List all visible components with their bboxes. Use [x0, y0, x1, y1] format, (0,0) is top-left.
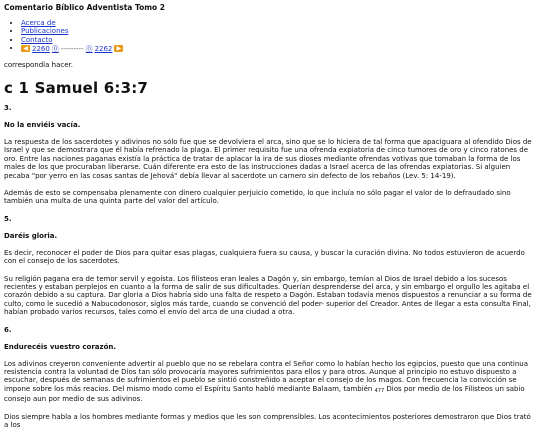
- nav-item-pager: [21, 44, 536, 53]
- verse-number: 6.: [4, 325, 12, 334]
- pager-separator: ---------: [60, 44, 84, 53]
- pager: [21, 45, 123, 53]
- paragraph: Además de esto se compensaba plenamente con dinero cualquier perjuicio cometido, lo que incluía no sólo pagar el valor de lo defraudado sino también una multa de una quinta parte del valor del artículo.: [4, 188, 511, 206]
- book-title: Comentario Bíblico Adventista Tomo 2: [4, 3, 166, 12]
- contact-link[interactable]: Contacto: [21, 35, 53, 44]
- about-link[interactable]: Acerca de: [21, 19, 56, 27]
- next-page-link[interactable]: 2262: [94, 44, 113, 53]
- prev-page-link[interactable]: 2260: [32, 44, 50, 53]
- publications-link[interactable]: Publicaciones: [21, 27, 69, 36]
- nav-item-publications: [21, 27, 536, 35]
- verse-title: Endurecéis vuestro corazón.: [4, 342, 117, 351]
- section-3: [4, 104, 536, 206]
- verse-title: No la enviéis vacía.: [4, 120, 81, 129]
- section-6: [4, 326, 536, 429]
- verse-number: 5.: [4, 214, 12, 223]
- page-heading: c 1 Samuel 6:3:7: [4, 78, 149, 97]
- verse-title: Daréis gloria.: [4, 231, 58, 240]
- paragraph-text: Los adivinos creyeron conveniente advertir al pueblo que no se rebelara contra el Señor como lo habían hecho los egipcios, puesto que una continua resistencia contra la voluntad de Dios tan sólo provocaría mayores sufrimientos para ellos y para otros. Aunque al principio no estuvo dispuesto a escuchar, después de semanas de sufrimientos el pueblo se sintió constreñido a aceptar el consejo de los magos. Con frecuencia la convicción se impone sobre los más reacios. Del mismo modo como el Espíritu Santo habló mediante Balaam, también: [4, 359, 529, 393]
- prev-extra-icon[interactable]: ⓪: [51, 44, 59, 53]
- paragraph: Es decir, reconocer el poder de Dios para quitar esas plagas, cualquiera fuera su causa, y buscar la curación divina. No todos estuvieron de acuerdo con el consejo de los sacerdotes.: [4, 248, 525, 266]
- section-5: [4, 215, 536, 317]
- paragraph-tail: Dios por medio de los Filisteos un sabio consejo aun por medio de sus adivinos.: [4, 384, 525, 404]
- verse-number: 3.: [4, 103, 12, 112]
- paragraph: Su religión pagana era de temor servil y egoísta. Los filisteos eran leales a Dagón y, sin embargo, temían al Dios de Israel debido a los sucesos recientes y estaban perplejos en cuanto a la forma de salir de sus dificultades. Querían desprenderse del arca, y sin embargo el orgullo les agitaba el corazón debido a su captura. Dar gloria a Dios habría sido una falta de respeto a Dagón. Estaban todavía menos dispuestos a renunciar a su forma de culto, como le sucedió a Nabucodonosor, siglos más tarde, cuando se convenció del poder- superior del Creador. Antes de llegar a esta consulta Final, habían probado varios recursos, tales como el envío del arca de una ciudad a otra.: [4, 274, 532, 317]
- paragraph: La respuesta de los sacerdotes y adivinos no sólo fue que se devolviera el arca, sino que se lo hiciera de tal forma que apaciguara al ofendido Dios de Israel y que se demostrara que él había refrenado la plaga. El primer requisito fue una ofrenda expiatoria de cinco tumores de oro y cinco ratones de oro. Entre las naciones paganas existía la práctica de tratar de aplacar la ira de sus dioses mediante ofrendas votivas que tomaban la forma de los males de los que procuraban liberarse. Cuán diferente era esto de las instrucciones dadas a Israel acerca de las ofrendas expiatorias. Si alguien pecaba "por yerro en las cosas santas de Jehová" debía llevar al sacerdote un carnero sin defecto de los rebaños (Lev. 5: 14-19).: [4, 137, 532, 180]
- nav-item-about: [21, 19, 536, 27]
- next-extra-icon[interactable]: ⓪: [85, 44, 93, 53]
- paragraph: Dios siempre habla a los hombres mediante formas y medios que les son comprensibles. Los acontecimientos posteriores demostraron que Dios trató a los: [4, 412, 531, 429]
- page-number-marker: 477: [374, 387, 385, 394]
- next-arrow-icon[interactable]: ▶: [114, 45, 123, 52]
- paragraph: [4, 360, 536, 404]
- prev-arrow-icon[interactable]: • ◀: [21, 45, 30, 52]
- nav-list: [4, 19, 536, 53]
- continuation-text: correspondía hacer.: [4, 60, 73, 69]
- nav-item-contact: [21, 36, 536, 44]
